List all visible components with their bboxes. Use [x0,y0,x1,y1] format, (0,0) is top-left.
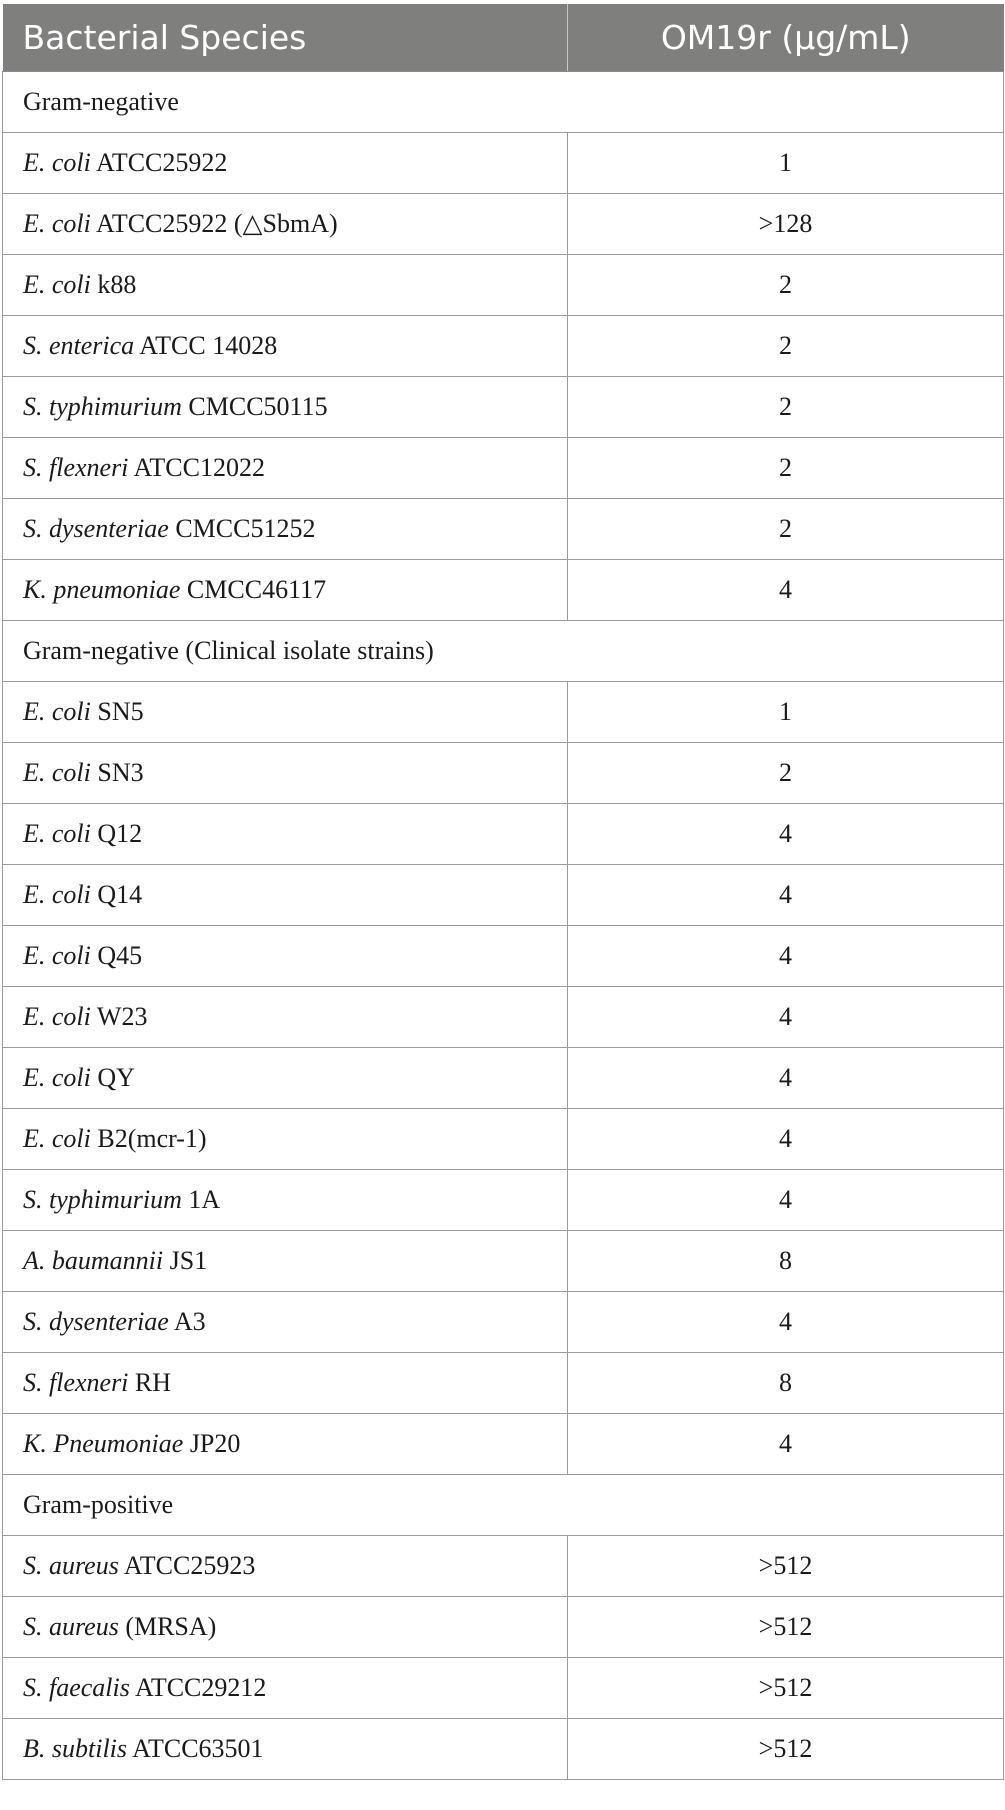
species-name: E. coli [23,758,91,787]
species-name: E. coli [23,1063,91,1092]
header-row [3,4,1004,72]
species-cell [3,1231,568,1292]
table-row [3,1292,1004,1353]
species-name: S. flexneri [23,453,129,482]
mic-value-cell: 2 [568,316,1004,377]
strain-name: SN5 [90,697,144,726]
species-name: K. Pneumoniae [23,1429,184,1458]
species-cell [3,560,568,621]
mic-value-cell: >128 [568,194,1004,255]
species-name: E. coli [23,270,91,299]
table-row [3,316,1004,377]
species-cell [3,865,568,926]
mic-value-cell: >512 [568,1719,1004,1780]
mic-value-cell: >512 [568,1597,1004,1658]
table-row [3,1048,1004,1109]
table-row [3,1414,1004,1475]
species-cell [3,499,568,560]
mic-value-cell: 4 [568,987,1004,1048]
table-row [3,1231,1004,1292]
table-row [3,682,1004,743]
species-cell [3,1597,568,1658]
strain-name: SN3 [90,758,144,787]
section-title: Gram-positive [3,1475,1004,1536]
mic-value-cell: 4 [568,926,1004,987]
species-name: E. coli [23,148,91,177]
species-name: E. coli [23,697,91,726]
table-row [3,1170,1004,1231]
mic-value-cell: 1 [568,682,1004,743]
species-cell [3,255,568,316]
mic-value-cell: 2 [568,255,1004,316]
table-header [3,4,1004,72]
table-row [3,255,1004,316]
section-title: Gram-negative [3,72,1004,133]
species-name: S. dysenteriae [23,1307,169,1336]
species-cell [3,438,568,499]
table-row [3,987,1004,1048]
mic-value-cell: 8 [568,1231,1004,1292]
mic-value-cell: 2 [568,499,1004,560]
mic-value-cell: 8 [568,1353,1004,1414]
mic-value-cell: 4 [568,1109,1004,1170]
section-row [3,1475,1004,1536]
strain-name: Q45 [90,941,143,970]
strain-name: A3 [168,1307,206,1336]
species-name: E. coli [23,819,91,848]
strain-name: ATCC 14028 [134,331,278,360]
strain-name: (MRSA) [118,1612,217,1641]
strain-name: ATCC29212 [129,1673,267,1702]
strain-name: RH [128,1368,172,1397]
mic-value-cell: >512 [568,1658,1004,1719]
strain-name: ATCC25922 (△SbmA) [90,209,338,238]
species-cell [3,377,568,438]
mic-value-cell: 4 [568,560,1004,621]
species-name: S. faecalis [23,1673,130,1702]
mic-value-cell: 2 [568,438,1004,499]
species-name: B. subtilis [23,1734,128,1763]
mic-value-cell: 1 [568,133,1004,194]
table-row [3,743,1004,804]
table-row [3,560,1004,621]
mic-value-cell: 4 [568,1414,1004,1475]
species-cell [3,1353,568,1414]
mic-value-cell: 2 [568,377,1004,438]
mic-value-cell: 4 [568,804,1004,865]
species-cell [3,1414,568,1475]
species-cell [3,194,568,255]
strain-name: ATCC25923 [118,1551,256,1580]
strain-name: W23 [90,1002,148,1031]
species-name: E. coli [23,1124,91,1153]
species-cell [3,1048,568,1109]
table-row [3,194,1004,255]
section-title: Gram-negative (Clinical isolate strains) [3,621,1004,682]
table-row [3,377,1004,438]
species-cell [3,1170,568,1231]
species-cell [3,926,568,987]
section-row [3,621,1004,682]
species-name: E. coli [23,209,91,238]
strain-name: k88 [90,270,137,299]
species-name: A. baumannii [23,1246,164,1275]
strain-name: ATCC25922 [90,148,228,177]
table-row [3,499,1004,560]
strain-name: CMCC51252 [168,514,316,543]
table-row [3,1719,1004,1780]
strain-name: 1A [181,1185,221,1214]
mic-value-cell: 4 [568,1292,1004,1353]
species-name: S. dysenteriae [23,514,169,543]
species-name: E. coli [23,1002,91,1031]
strain-name: B2(mcr-1) [90,1124,207,1153]
species-cell [3,804,568,865]
species-cell [3,1109,568,1170]
table-row [3,438,1004,499]
strain-name: CMCC46117 [180,575,327,604]
header-bacterial-species: Bacterial Species [3,4,568,72]
species-cell [3,987,568,1048]
species-name: K. pneumoniae [23,575,181,604]
species-cell [3,682,568,743]
strain-name: CMCC50115 [181,392,328,421]
mic-value-cell: 4 [568,1170,1004,1231]
species-cell [3,1658,568,1719]
species-name: S. typhimurium [23,1185,182,1214]
species-name: E. coli [23,880,91,909]
species-cell [3,743,568,804]
strain-name: QY [90,1063,135,1092]
species-cell [3,316,568,377]
section-row [3,72,1004,133]
table-row [3,804,1004,865]
table-row [3,865,1004,926]
table-row [3,926,1004,987]
strain-name: Q14 [90,880,143,909]
mic-value-cell: >512 [568,1536,1004,1597]
species-name: S. flexneri [23,1368,129,1397]
species-name: S. aureus [23,1551,119,1580]
mic-table [2,4,1004,1780]
strain-name: ATCC63501 [127,1734,264,1763]
species-name: S. aureus [23,1612,119,1641]
species-cell [3,1292,568,1353]
table-row [3,1353,1004,1414]
strain-name: JP20 [183,1429,241,1458]
header-om19r: OM19r (μg/mL) [568,4,1004,72]
table-body [3,72,1004,1780]
strain-name: JS1 [163,1246,208,1275]
table-row [3,1536,1004,1597]
strain-name: Q12 [90,819,143,848]
table-row [3,1109,1004,1170]
species-cell [3,1536,568,1597]
strain-name: ATCC12022 [128,453,265,482]
species-name: E. coli [23,941,91,970]
species-name: S. typhimurium [23,392,182,421]
species-cell [3,1719,568,1780]
species-cell [3,133,568,194]
table-row [3,1658,1004,1719]
mic-value-cell: 2 [568,743,1004,804]
mic-value-cell: 4 [568,865,1004,926]
table-row [3,133,1004,194]
mic-value-cell: 4 [568,1048,1004,1109]
table-row [3,1597,1004,1658]
species-name: S. enterica [23,331,135,360]
